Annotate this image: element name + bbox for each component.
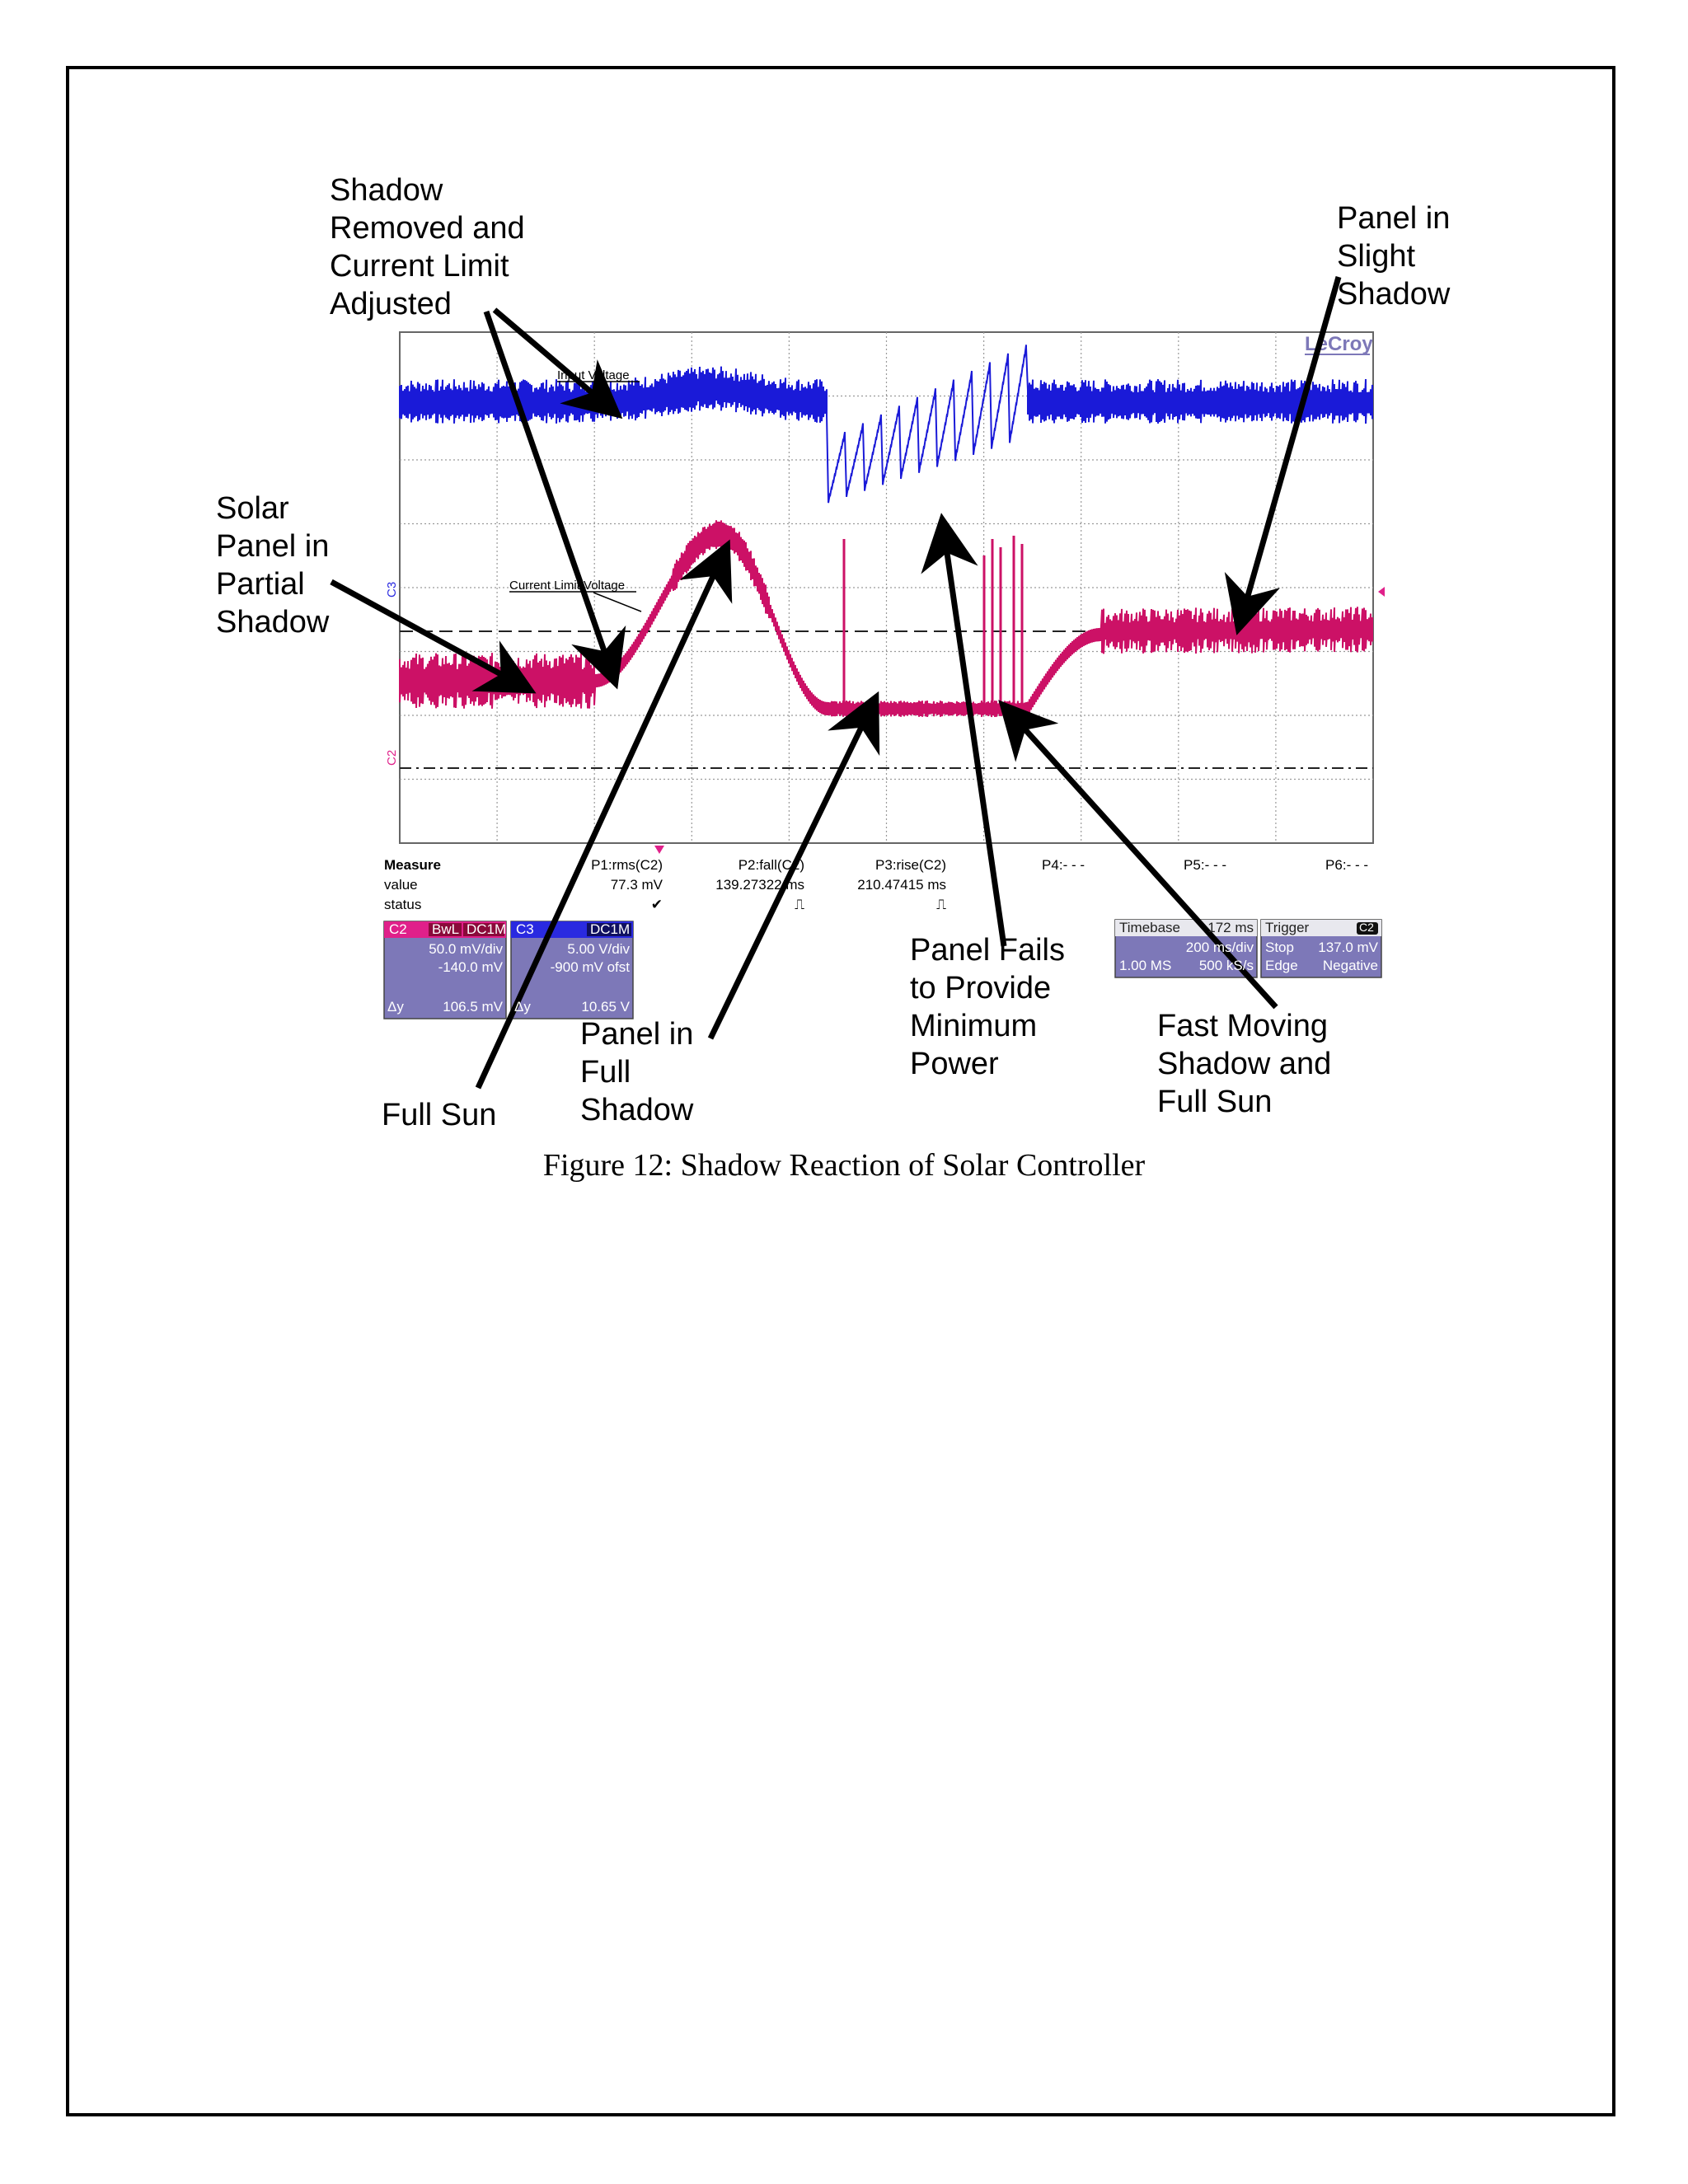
trigger-level-marker	[1378, 587, 1385, 597]
annotation-full-sun: Full Sun	[382, 1098, 497, 1132]
measure-param-name: P3:rise(C2)	[875, 857, 946, 873]
measure-param-status: ⎍	[795, 897, 804, 912]
current-limit-voltage-label: Current Limit Voltage	[509, 579, 626, 593]
measure-param-value: 210.47415 ms	[857, 877, 946, 893]
c2-dy-value: 106.5 mV	[443, 999, 503, 1015]
trigger-type: Edge	[1265, 958, 1298, 973]
annotation-panel-full-shadow: Panel in Full Shadow	[580, 1017, 694, 1127]
measure-param-name: P5:- - -	[1184, 857, 1226, 873]
measure-param-value: 77.3 mV	[610, 877, 663, 893]
c3-dy-value: 10.65 V	[581, 999, 630, 1015]
c3-label: C3	[516, 921, 534, 937]
measure-param-value: 139.27322 ms	[715, 877, 804, 893]
c2-label: C2	[389, 921, 407, 937]
brand-logo: LeCroy	[1305, 333, 1373, 355]
measure-row-status: status	[384, 897, 422, 912]
trigger-title: Trigger	[1265, 920, 1310, 935]
c2-vdiv: 50.0 mV/div	[429, 941, 503, 957]
trigger-channel: C2	[1359, 921, 1374, 934]
figure-caption: Figure 12: Shadow Reaction of Solar Controller	[542, 1148, 1146, 1183]
measure-param-name: P4:- - -	[1042, 857, 1085, 873]
timebase-rate: 500 kS/s	[1198, 958, 1254, 973]
c2-dc1m-tag: DC1M	[467, 921, 507, 937]
annotation-fast-moving: Fast Moving Shadow and Full Sun	[1157, 1009, 1332, 1119]
timebase-samples: 1.00 MS	[1119, 958, 1172, 973]
c3-channel-marker: C3	[385, 581, 399, 598]
timebase-title: Timebase	[1119, 920, 1181, 935]
c3-dy-label: Δy	[514, 999, 531, 1015]
measure-title: Measure	[384, 857, 441, 873]
trigger-mode: Stop	[1265, 940, 1294, 955]
timebase-delay: 172 ms	[1207, 920, 1254, 935]
annotation-panel-fails: Panel Fails to Provide Minimum Power	[910, 933, 1065, 1081]
annotation-panel-slight-shadow: Panel in Slight Shadow	[1337, 201, 1451, 312]
input-voltage-label: Input Voltage	[557, 368, 630, 382]
trigger-time-marker	[654, 846, 664, 854]
measure-param-name: P1:rms(C2)	[591, 857, 663, 873]
annotation-solar-partial-shadow: Solar Panel in Partial Shadow	[216, 491, 330, 640]
annotation-shadow-removed: Shadow Removed and Current Limit Adjusted	[330, 173, 525, 321]
measure-param-name: P2:fall(C2)	[738, 857, 804, 873]
timebase-tdiv: 200 ms/div	[1185, 940, 1254, 955]
measure-param-status: ✔	[650, 897, 663, 912]
c2-channel-marker: C2	[385, 749, 399, 766]
measure-row-value: value	[384, 877, 418, 893]
c3-offset: -900 mV ofst	[550, 959, 630, 975]
c2-dy-label: Δy	[387, 999, 404, 1015]
c2-offset: -140.0 mV	[438, 959, 503, 975]
measure-param-status: ⎍	[936, 897, 946, 912]
trigger-slope: Negative	[1322, 958, 1378, 973]
trigger-level: 137.0 mV	[1318, 940, 1378, 955]
measure-param-name: P6:- - -	[1325, 857, 1368, 873]
c3-vdiv: 5.00 V/div	[567, 941, 630, 957]
c3-dc1m-tag: DC1M	[590, 921, 631, 937]
c2-bwl-tag: BwL	[432, 921, 460, 937]
